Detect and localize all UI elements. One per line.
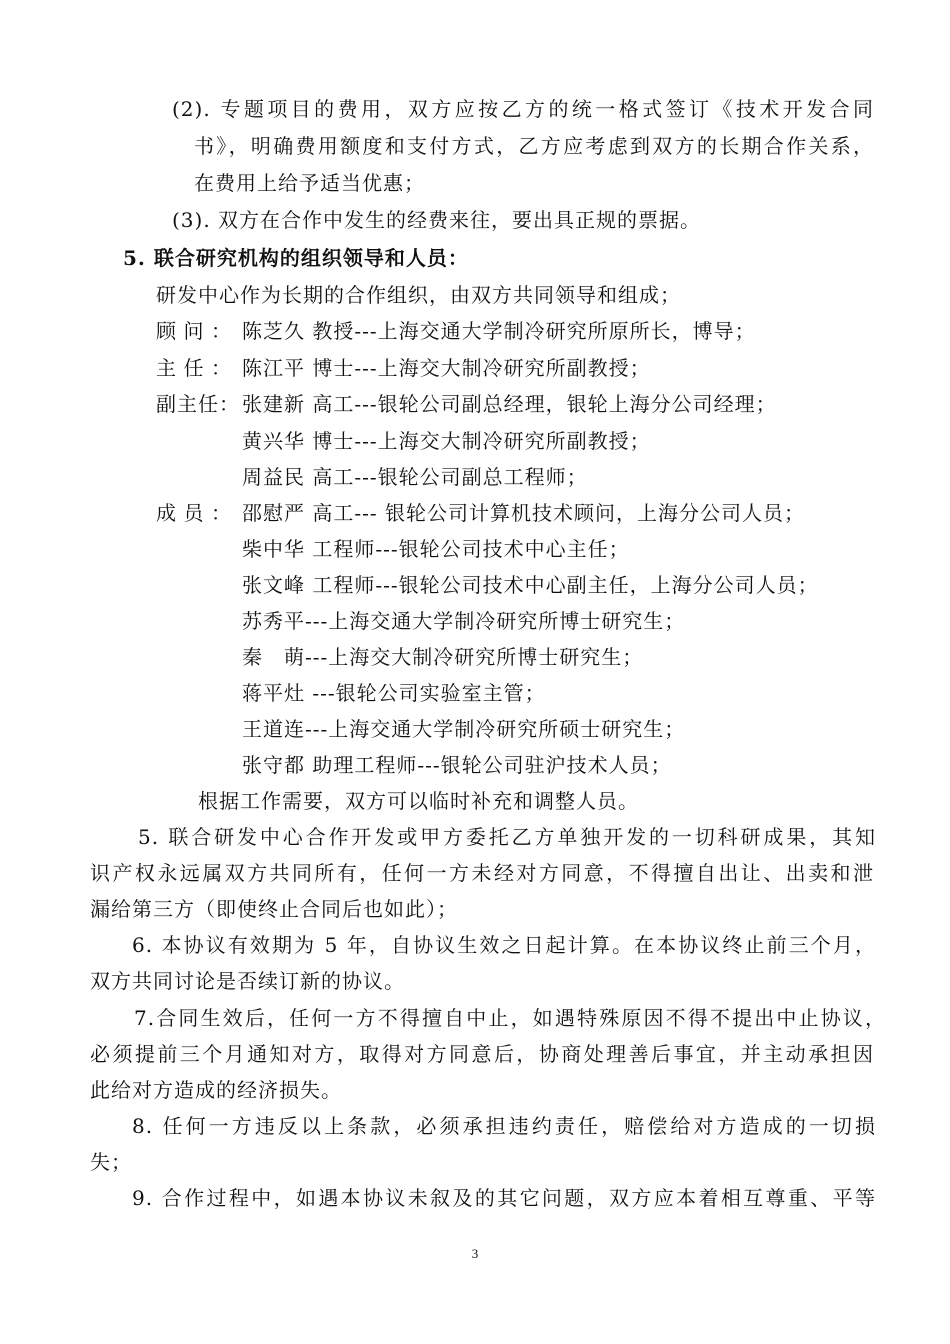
fee-clause-3: (3). 双方在合作中发生的经费来往，要出具正规的票据。 [172,208,702,232]
staff-advisor: 陈芝久 教授---上海交通大学制冷研究所原所长，博导； [242,319,756,343]
clause-8-line-2: 失； [90,1150,132,1174]
clause-7-line-1: 7.合同生效后，任何一方不得擅自中止，如遇特殊原因不得不提出中止协议， [134,1006,886,1030]
fee-clause-2-line-1: (2). 专题项目的费用，双方应按乙方的统一格式签订《技术开发合同 [172,97,874,121]
staff-member-2: 柴中华 工程师---银轮公司技术中心主任； [242,537,630,561]
deputy-label: 副主任： [156,392,240,416]
fee-clause-2-line-2: 书》，明确费用额度和支付方式，乙方应考虑到双方的长期合作关系， [194,134,874,158]
staff-member-1: 邵慰严 高工--- 银轮公司计算机技术顾问，上海分公司人员； [242,501,805,525]
staff-member-3: 张文峰 工程师---银轮公司技术中心副主任，上海分公司人员； [242,573,819,597]
clause-9-line-1: 9. 合作过程中，如遇本协议未叙及的其它问题，双方应本着相互尊重、平等 [132,1186,876,1210]
staff-member-8: 张守都 助理工程师---银轮公司驻沪技术人员； [242,753,672,777]
staff-deputy-1: 张建新 高工---银轮公司副总经理，银轮上海分公司经理； [242,392,777,416]
staffing-note: 根据工作需要，双方可以临时补充和调整人员。 [198,789,639,813]
clause-5-line-1: 5. 联合研发中心合作开发或甲方委托乙方单独开发的一切科研成果，其知 [138,825,876,849]
clause-8-line-1: 8. 任何一方违反以上条款，必须承担违约责任，赔偿给对方造成的一切损 [132,1114,876,1138]
staff-director: 陈江平 博士---上海交大制冷研究所副教授； [242,356,651,380]
clause-5-line-2: 识产权永远属双方共同所有，任何一方未经对方同意，不得擅自出让、出卖和泄 [90,861,874,885]
clause-5-line-3: 漏给第三方（即使终止合同后也如此）； [90,897,458,921]
director-label: 主任： [156,356,232,380]
staff-deputy-2: 黄兴华 博士---上海交大制冷研究所副教授； [242,429,651,453]
staff-member-5: 秦 萌---上海交大制冷研究所博士研究生； [242,645,644,669]
clause-7-line-3: 此给对方造成的经济损失。 [90,1078,342,1102]
clause-7-line-2: 必须提前三个月通知对方，取得对方同意后，协商处理善后事宜，并主动承担因 [90,1042,874,1066]
section-5-intro: 研发中心作为长期的合作组织，由双方共同领导和组成； [156,283,681,307]
staff-deputy-3: 周益民 高工---银轮公司副总工程师； [242,465,588,489]
staff-member-7: 王道连---上海交通大学制冷研究所硕士研究生； [242,717,686,741]
advisor-label: 顾问： [156,319,232,343]
section-5-heading: 5. 联合研究机构的组织领导和人员： [123,246,469,270]
staff-member-4: 苏秀平---上海交通大学制冷研究所博士研究生； [242,609,686,633]
members-label: 成员： [156,501,232,525]
staff-member-6: 蒋平灶 ---银轮公司实验室主管； [242,681,546,705]
clause-6-line-2: 双方共同讨论是否续订新的协议。 [90,969,405,993]
clause-6-line-1: 6. 本协议有效期为 5 年，自协议生效之日起计算。在本协议终止前三个月， [132,933,876,957]
fee-clause-2-line-3: 在费用上给予适当优惠； [194,171,425,195]
page-number: 3 [471,1246,479,1261]
